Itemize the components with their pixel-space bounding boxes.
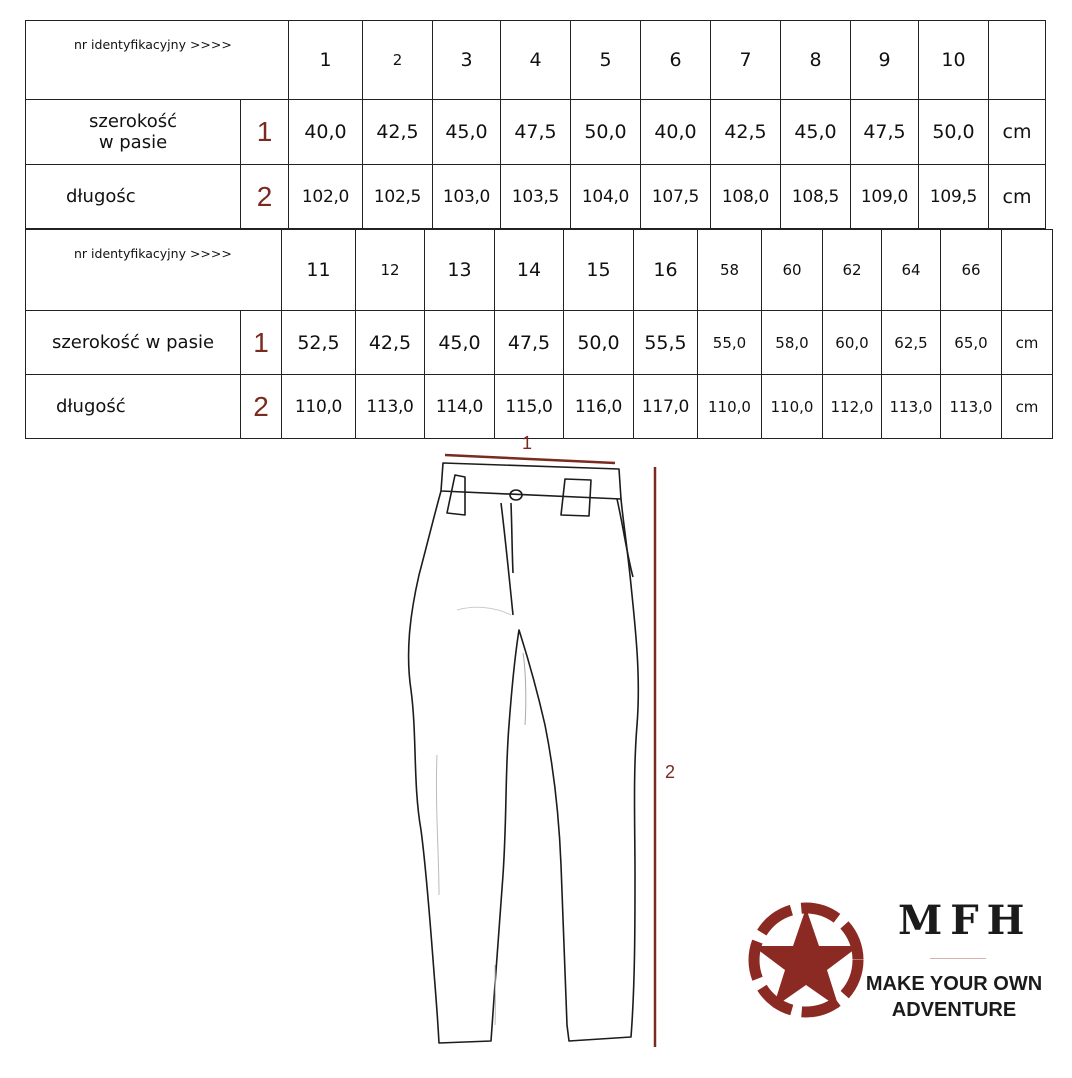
id-cell: 5 xyxy=(571,21,641,100)
value-cell: 107,5 xyxy=(641,165,711,229)
waist-label-line2: w pasie xyxy=(98,132,168,153)
unit-cell: cm xyxy=(1002,311,1053,375)
value-cell: 103,0 xyxy=(433,165,501,229)
waist-label xyxy=(26,100,241,165)
value-cell: 47,5 xyxy=(495,311,564,375)
value-cell: 55,5 xyxy=(634,311,698,375)
value-cell: 55,0 xyxy=(698,311,762,375)
id-cell: 4 xyxy=(501,21,571,100)
id-cell: 66 xyxy=(941,230,1002,311)
value-cell: 45,0 xyxy=(781,100,851,165)
id-cell: 2 xyxy=(363,21,433,100)
id-cell: 8 xyxy=(781,21,851,100)
empty-cell xyxy=(1002,230,1053,311)
length-row xyxy=(26,165,1046,229)
id-cell: 9 xyxy=(851,21,919,100)
pants-outline xyxy=(409,463,639,1043)
id-cell: 15 xyxy=(564,230,634,311)
unit-cell: cm xyxy=(1002,375,1053,439)
star-emblem-icon xyxy=(753,908,859,1012)
value-cell: 108,5 xyxy=(781,165,851,229)
value-cell: 117,0 xyxy=(634,375,698,439)
value-cell: 110,0 xyxy=(282,375,356,439)
row-number: 2 xyxy=(241,165,289,229)
value-cell: 109,0 xyxy=(851,165,919,229)
length-label: długość xyxy=(26,375,241,439)
unit-cell: cm xyxy=(989,165,1046,229)
value-cell: 112,0 xyxy=(823,375,882,439)
value-cell: 109,5 xyxy=(919,165,989,229)
value-cell: 40,0 xyxy=(289,100,363,165)
id-cell: 6 xyxy=(641,21,711,100)
value-cell: 47,5 xyxy=(851,100,919,165)
id-cell: 58 xyxy=(698,230,762,311)
brand-divider xyxy=(930,958,986,959)
value-cell: 47,5 xyxy=(501,100,571,165)
brand-slogan xyxy=(864,971,1044,1023)
value-cell: 40,0 xyxy=(641,100,711,165)
value-cell: 113,0 xyxy=(356,375,425,439)
size-table-1 xyxy=(25,20,1046,229)
value-cell: 102,5 xyxy=(363,165,433,229)
value-cell: 42,5 xyxy=(356,311,425,375)
value-cell: 42,5 xyxy=(363,100,433,165)
value-cell: 110,0 xyxy=(762,375,823,439)
id-row xyxy=(26,230,1053,311)
size-table-2 xyxy=(25,229,1053,439)
length-marker: 2 xyxy=(665,762,676,782)
row-number: 1 xyxy=(241,100,289,165)
waist-measure-line xyxy=(445,455,615,463)
value-cell: 45,0 xyxy=(425,311,495,375)
id-label: nr identyfikacyjny >>>> xyxy=(26,230,282,311)
value-cell: 114,0 xyxy=(425,375,495,439)
value-cell: 50,0 xyxy=(571,100,641,165)
empty-cell xyxy=(989,21,1046,100)
unit-cell: cm xyxy=(989,100,1046,165)
pants-diagram xyxy=(395,425,695,1055)
waist-label-line1: szerokość xyxy=(89,111,177,132)
id-cell: 14 xyxy=(495,230,564,311)
value-cell: 110,0 xyxy=(698,375,762,439)
row-number: 1 xyxy=(241,311,282,375)
id-cell: 62 xyxy=(823,230,882,311)
value-cell: 116,0 xyxy=(564,375,634,439)
value-cell: 42,5 xyxy=(711,100,781,165)
id-cell: 10 xyxy=(919,21,989,100)
id-row xyxy=(26,21,1046,100)
id-label: nr identyfikacyjny >>>> xyxy=(26,21,289,100)
waist-label: szerokość w pasie xyxy=(26,311,241,375)
value-cell: 103,5 xyxy=(501,165,571,229)
value-cell: 50,0 xyxy=(919,100,989,165)
value-cell: 65,0 xyxy=(941,311,1002,375)
value-cell: 102,0 xyxy=(289,165,363,229)
value-cell: 45,0 xyxy=(433,100,501,165)
value-cell: 52,5 xyxy=(282,311,356,375)
id-cell: 64 xyxy=(882,230,941,311)
id-cell: 16 xyxy=(634,230,698,311)
id-cell: 3 xyxy=(433,21,501,100)
value-cell: 108,0 xyxy=(711,165,781,229)
row-number: 2 xyxy=(241,375,282,439)
slogan-line2: ADVENTURE xyxy=(891,999,1017,1021)
value-cell: 115,0 xyxy=(495,375,564,439)
id-cell: 11 xyxy=(282,230,356,311)
id-cell: 7 xyxy=(711,21,781,100)
id-cell: 1 xyxy=(289,21,363,100)
waist-marker: 1 xyxy=(522,433,533,453)
waist-row xyxy=(26,100,1046,165)
value-cell: 58,0 xyxy=(762,311,823,375)
slogan-line1: MAKE YOUR OWN xyxy=(865,973,1043,995)
id-cell: 12 xyxy=(356,230,425,311)
value-cell: 113,0 xyxy=(882,375,941,439)
waist-row xyxy=(26,311,1053,375)
value-cell: 60,0 xyxy=(823,311,882,375)
id-cell: 13 xyxy=(425,230,495,311)
id-cell: 60 xyxy=(762,230,823,311)
value-cell: 104,0 xyxy=(571,165,641,229)
value-cell: 50,0 xyxy=(564,311,634,375)
value-cell: 113,0 xyxy=(941,375,1002,439)
brand-name: MFH xyxy=(898,897,1033,944)
value-cell: 62,5 xyxy=(882,311,941,375)
length-label: długośc xyxy=(26,165,241,229)
